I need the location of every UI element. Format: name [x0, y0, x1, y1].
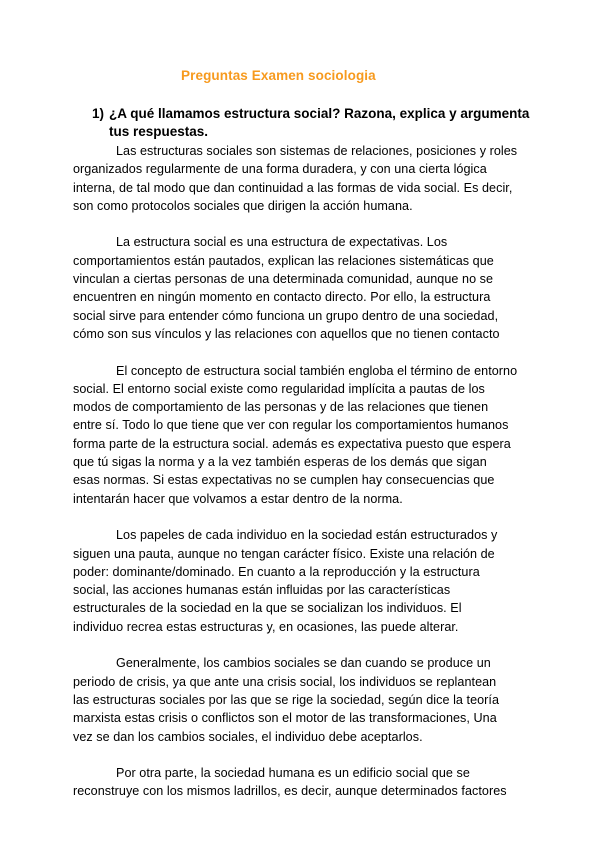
- paragraph-line: vinculan a ciertas personas de una determinada comunidad, aunque no se: [73, 272, 494, 287]
- paragraph-line: social. El entorno social existe como regularidad implícita a pautas de los: [73, 381, 485, 396]
- paragraph-4: [73, 526, 531, 636]
- paragraph-line: forma parte de la estructura social. además es expectativa puesto que espera: [73, 436, 511, 451]
- paragraph-2: [73, 233, 531, 343]
- paragraph-line: Generalmente, los cambios sociales se dan cuando se produce un: [116, 656, 491, 671]
- paragraph-line: social sirve para entender cómo funciona un grupo dentro de una sociedad,: [73, 308, 499, 323]
- paragraph-line: marxista estas crisis o conflictos son el motor de las transformaciones, Una: [73, 711, 497, 726]
- paragraph-line: estructurales de la sociedad en la que se socializan los individuos. El: [73, 601, 462, 616]
- paragraph-line: poder: dominante/dominado. En cuanto a la reproducción y la estructura: [73, 564, 480, 579]
- paragraph-line: reconstruye con los mismos ladrillos, es decir, aunque determinados factores: [73, 784, 507, 799]
- question-text: ¿A qué llamamos estructura social? Razona, explica y argumenta tus respuestas.: [109, 106, 530, 139]
- paragraph-line: El concepto de estructura social también engloba el término de entorno: [116, 363, 518, 378]
- paragraph-line: cómo son sus vínculos y las relaciones con aquellos que no tienen contacto: [73, 326, 500, 341]
- document-title: Preguntas Examen sociologia: [181, 68, 376, 83]
- paragraph-line: siguen una pauta, aunque no tengan carácter físico. Existe una relación de: [73, 546, 495, 561]
- paragraph-line: La estructura social es una estructura de expectativas. Los: [116, 235, 448, 250]
- paragraph-line: social, las acciones humanas están influidas por las características: [73, 583, 451, 598]
- paragraph-line: encuentren en ningún momento en contacto directo. Por ello, la estructura: [73, 290, 491, 305]
- paragraph-line: periodo de crisis, ya que ante una crisis social, los individuos se replantean: [73, 674, 497, 689]
- paragraph-line: organizados regularmente de una forma duradera, y con una cierta lógica: [73, 162, 487, 177]
- paragraph-5: [73, 654, 531, 745]
- paragraph-line: modos de comportamiento de las personas y de las relaciones que tienen: [73, 400, 489, 415]
- paragraph-line: comportamientos están pautados, explican las relaciones sistemáticas que: [73, 253, 494, 268]
- paragraph-3: [73, 362, 531, 508]
- paragraph-line: que tú sigas la norma y a la vez también esperas de los demás que sigan: [73, 455, 487, 470]
- answer-body: [73, 142, 531, 819]
- paragraph-line: intentarán hacer que volvamos a estar dentro de la norma.: [73, 491, 403, 506]
- paragraph-line: vez se dan los cambios sociales, el individuo debe aceptarlos.: [73, 729, 423, 744]
- paragraph-line: Por otra parte, la sociedad humana es un edificio social que se: [116, 766, 470, 781]
- paragraph-6: [73, 764, 531, 801]
- paragraph-line: Las estructuras sociales son sistemas de relaciones, posiciones y roles: [116, 144, 518, 158]
- paragraph-1: [73, 142, 531, 215]
- question-number: 1): [92, 106, 105, 121]
- paragraph-line: interna, de tal modo que dan continuidad a las formas de vida social. Es decir,: [73, 180, 513, 195]
- paragraph-line: esas normas. Si estas expectativas no se cumplen hay consecuencias que: [73, 473, 495, 488]
- paragraph-line: son como protocolos sociales que dirigen la acción humana.: [73, 198, 413, 213]
- paragraph-line: individuo recrea estas estructuras y, en ocasiones, las puede alterar.: [73, 619, 459, 634]
- question-heading: [92, 105, 532, 141]
- paragraph-line: Los papeles de cada individuo en la sociedad están estructurados y: [116, 528, 498, 543]
- paragraph-line: entre sí. Todo lo que tiene que ver con regular los comportamientos humanos: [73, 418, 509, 433]
- paragraph-line: las estructuras sociales por las que se rige la sociedad, según dice la teoría: [73, 692, 500, 707]
